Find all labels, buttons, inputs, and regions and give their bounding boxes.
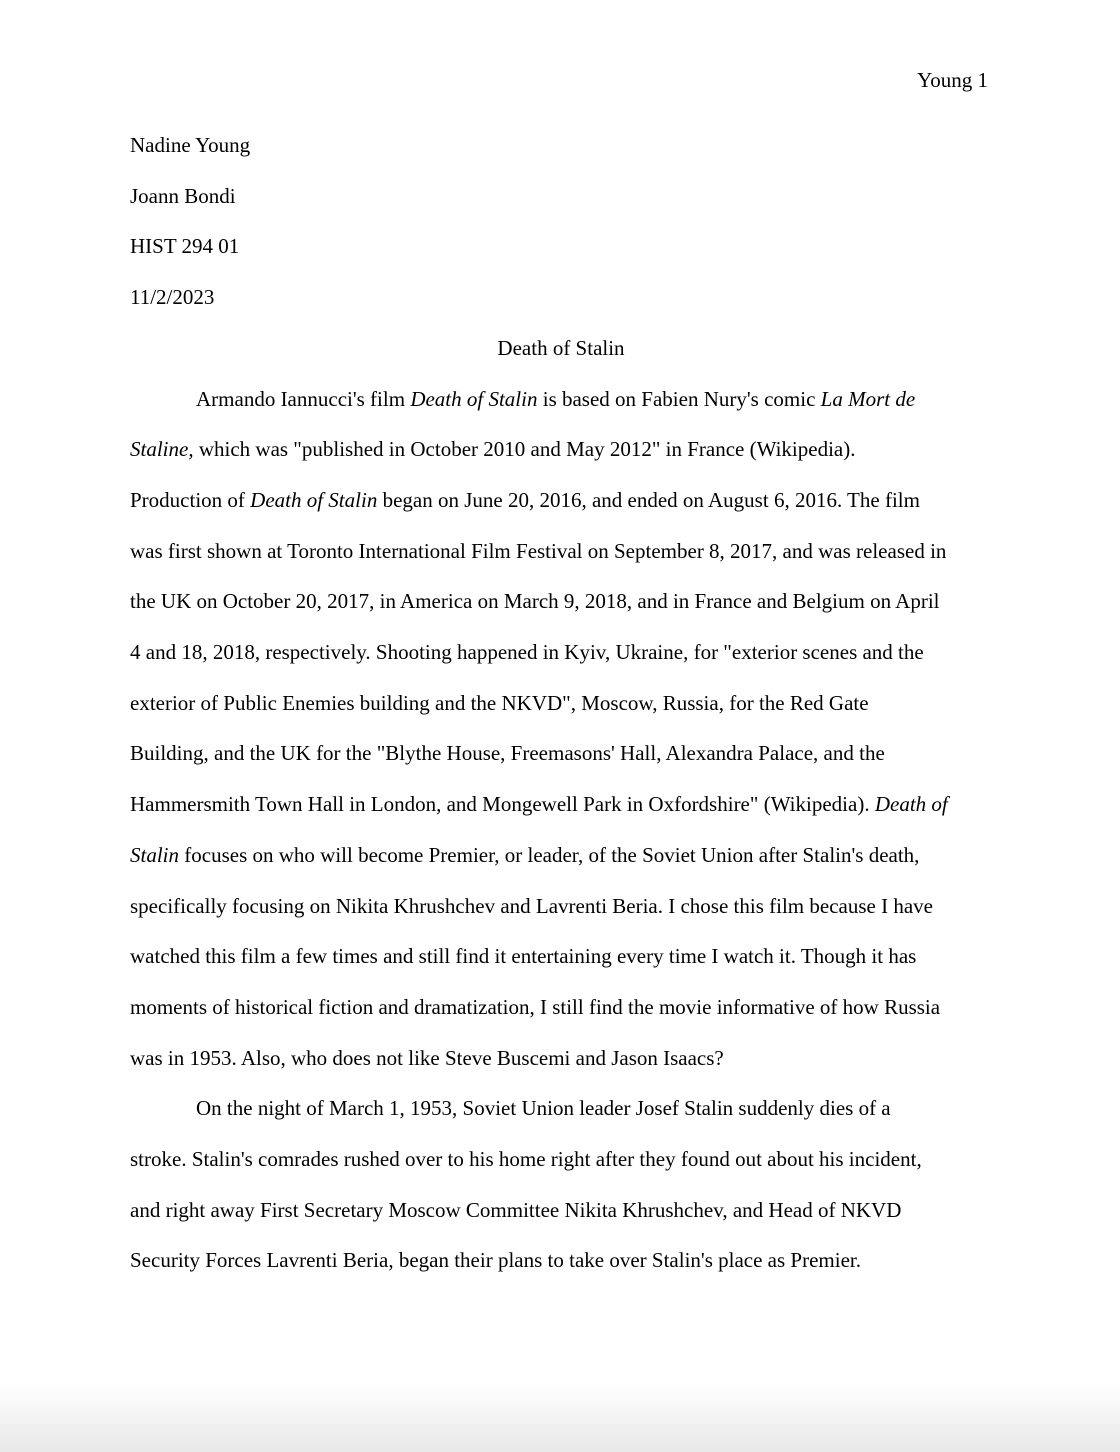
- text-run: watched this film a few times and still find it entertaining every time I watch it. Though it has: [130, 944, 917, 969]
- paragraph-line: [64, 627, 992, 678]
- paragraph-line: [64, 931, 992, 982]
- text-run: 4 and 18, 2018, respectively. Shooting happened in Kyiv, Ukraine, for "exterior scenes and the: [130, 640, 924, 665]
- italic-text-run: Death of Stalin: [410, 386, 538, 411]
- paragraph-line: [64, 982, 992, 1033]
- text-run: which was "published in October 2010 and May 2012" in France (Wikipedia).: [193, 437, 856, 462]
- paragraph-line: [64, 1185, 992, 1236]
- paragraph-line: [64, 475, 992, 526]
- student-name: Nadine Young: [130, 133, 251, 157]
- essay-paragraphs: [130, 374, 992, 1287]
- text-run: exterior of Public Enemies building and the NKVD", Moscow, Russia, for the Red Gate: [130, 690, 869, 715]
- document-body: [130, 120, 992, 1286]
- text-run: the UK on October 20, 2017, in America on March 9, 2018, and in France and Belgium on April: [130, 589, 940, 614]
- text-run: was first shown at Toronto International Film Festival on September 8, 2017, and was released in: [130, 538, 947, 563]
- paragraph-line: [64, 576, 992, 627]
- italic-text-run: Stalin: [130, 842, 180, 867]
- text-run: stroke. Stalin's comrades rushed over to his home right after they found out about his incident,: [130, 1147, 922, 1172]
- italic-text-run: Death of: [874, 792, 948, 817]
- text-run: is based on Fabien Nury's comic: [537, 386, 821, 411]
- paragraph-line: [64, 830, 992, 881]
- page-bottom-shadow: [0, 1382, 1120, 1452]
- text-run: focuses on who will become Premier, or leader, of the Soviet Union after Stalin's death,: [179, 842, 920, 867]
- paragraph-line: [64, 678, 992, 729]
- paragraph-line: [64, 779, 992, 830]
- text-run: Armando Iannucci's film: [196, 386, 411, 411]
- course-name: HIST 294 01: [130, 234, 240, 259]
- paragraph-line: [130, 374, 992, 425]
- submission-date: 11/2/2023: [130, 285, 215, 310]
- text-run: and right away First Secretary Moscow Committee Nikita Khrushchev, and Head of NKVD: [130, 1197, 902, 1222]
- essay-title: Death of Stalin: [497, 335, 625, 360]
- paragraph-line: [64, 1134, 992, 1185]
- italic-text-run: La Mort de: [820, 386, 916, 411]
- paragraph-line: [64, 1235, 992, 1286]
- text-run: Production of: [130, 487, 251, 512]
- paragraph-line: [64, 526, 992, 577]
- text-run: moments of historical fiction and dramatization, I still find the movie informative of how Russia: [130, 994, 941, 1019]
- text-run: specifically focusing on Nikita Khrushchev and Lavrenti Beria. I chose this film because I have: [130, 893, 933, 918]
- italic-text-run: Staline,: [130, 437, 194, 462]
- text-run: was in 1953. Also, who does not like Steve Buscemi and Jason Isaacs?: [130, 1045, 724, 1070]
- text-run: Security Forces Lavrenti Beria, began their plans to take over Stalin's place as Premier.: [130, 1248, 861, 1273]
- paragraph-line: [64, 728, 992, 779]
- running-header-page-number: Young 1: [917, 68, 988, 92]
- paragraph-line: [130, 1083, 992, 1134]
- paragraph-line: [64, 881, 992, 932]
- italic-text-run: Death of Stalin: [250, 487, 378, 512]
- text-run: On the night of March 1, 1953, Soviet Union leader Josef Stalin suddenly dies of a: [196, 1096, 891, 1121]
- paragraph-line: [64, 424, 992, 475]
- text-run: began on June 20, 2016, and ended on August 6, 2016. The film: [377, 487, 920, 512]
- paragraph-line: [64, 1033, 992, 1084]
- text-run: Hammersmith Town Hall in London, and Mongewell Park in Oxfordshire" (Wikipedia).: [130, 792, 875, 817]
- instructor-name: Joann Bondi: [130, 183, 236, 208]
- body-paragraph: [130, 1083, 992, 1286]
- body-paragraph: [130, 374, 992, 1084]
- text-run: Building, and the UK for the "Blythe House, Freemasons' Hall, Alexandra Palace, and the: [130, 741, 885, 766]
